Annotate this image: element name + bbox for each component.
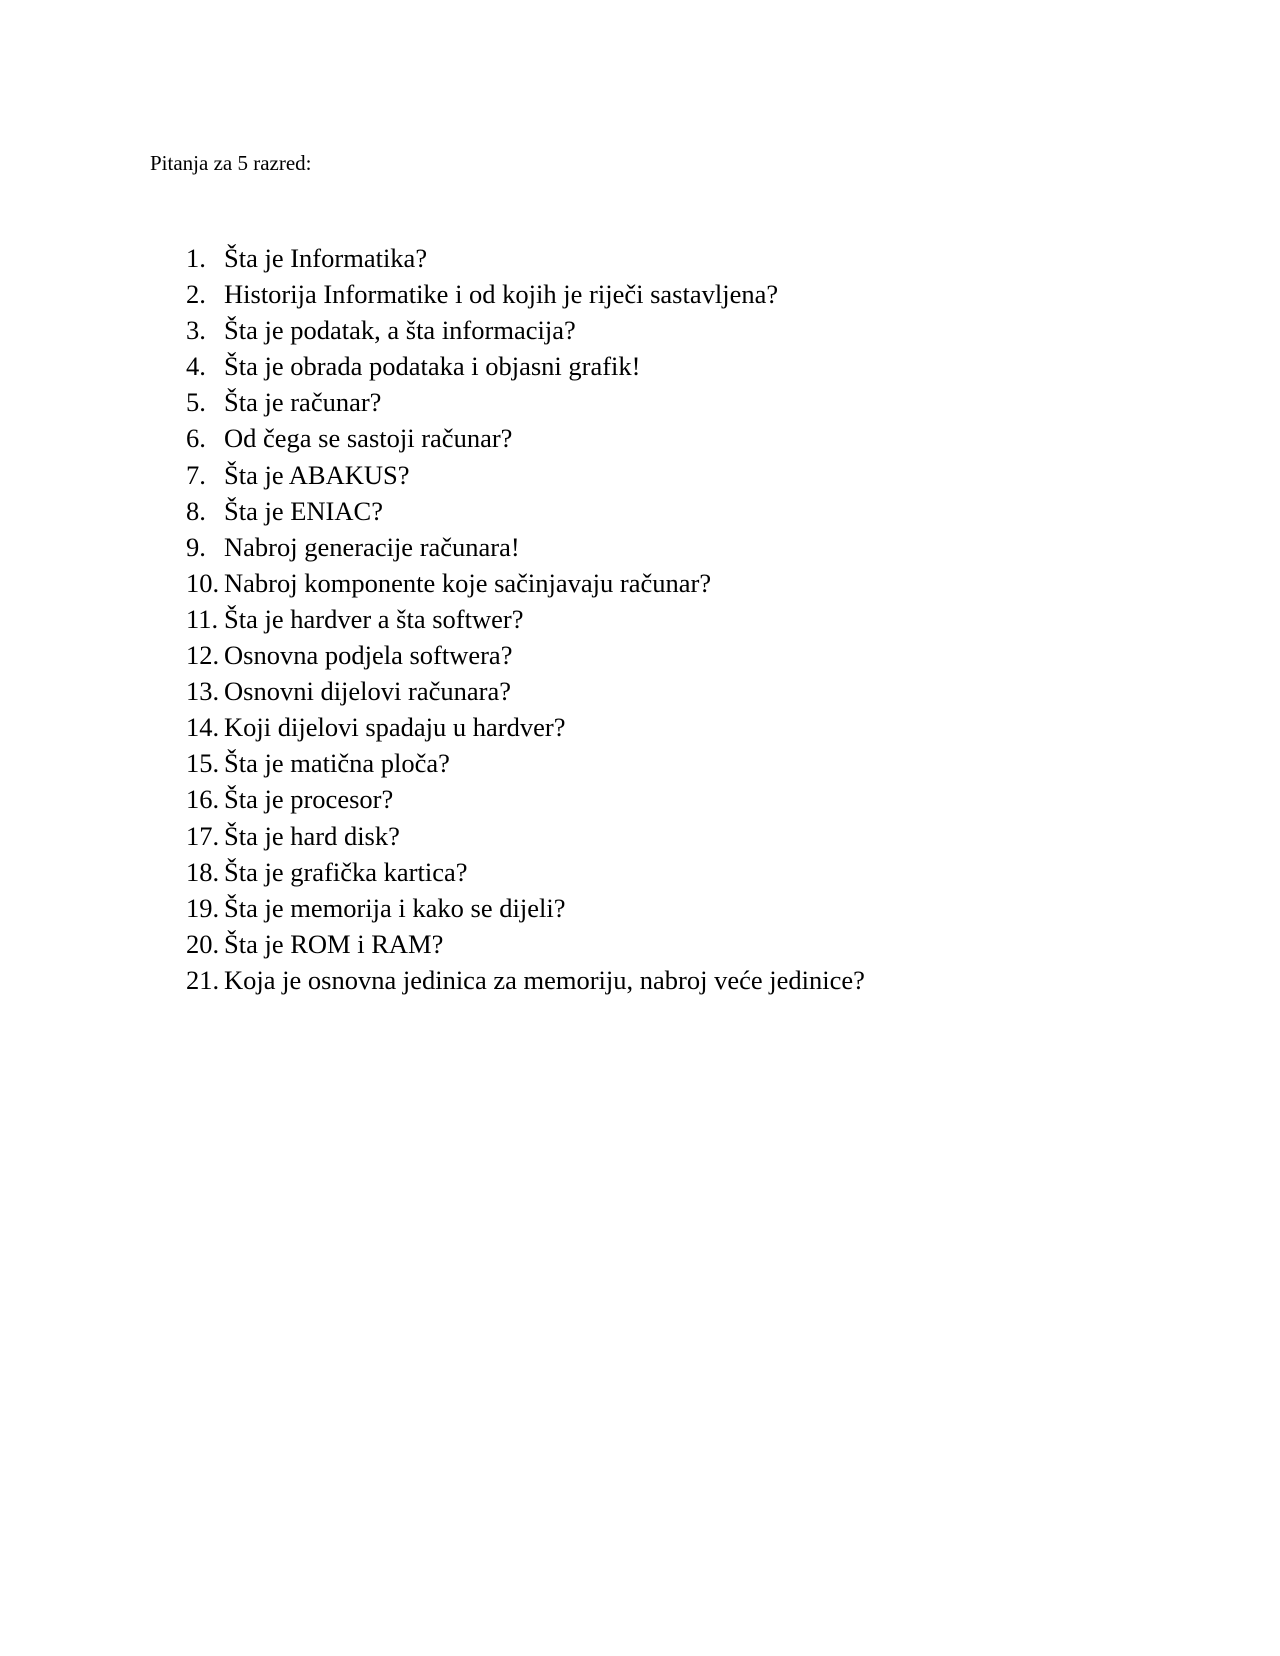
list-item-text: Historija Informatike i od kojih je riječi sastavljena?: [224, 279, 779, 310]
document-heading: Pitanja za 5 razred:: [150, 151, 312, 175]
list-item: [186, 854, 865, 890]
list-item: [186, 926, 865, 962]
list-item-text: Šta je hard disk?: [224, 820, 400, 851]
list-item-number: 21.: [186, 964, 220, 995]
list-item-text: Šta je procesor?: [224, 784, 394, 815]
list-item-text: Koji dijelovi spadaju u hardver?: [224, 712, 566, 743]
list-item-text: Nabroj komponente koje sačinjavaju računar?: [224, 567, 712, 598]
list-item-number: 18.: [186, 856, 220, 887]
list-item-number: 11.: [186, 603, 219, 634]
list-item: [186, 457, 865, 493]
list-item: [186, 890, 865, 926]
list-item-number: 10.: [186, 567, 220, 598]
list-item-text: Šta je podatak, a šta informacija?: [224, 315, 576, 346]
list-item-text: Šta je ROM i RAM?: [224, 928, 444, 959]
list-item-text: Šta je memorija i kako se dijeli?: [224, 892, 566, 923]
list-item-text: Šta je matična ploča?: [224, 748, 450, 779]
list-item: [186, 673, 865, 709]
list-item-number: 13.: [186, 676, 220, 707]
list-item: [186, 276, 865, 312]
list-item: [186, 745, 865, 781]
list-item: [186, 420, 865, 456]
list-item: [186, 962, 865, 998]
list-item-text: Šta je računar?: [224, 387, 382, 418]
list-item-number: 7.: [186, 459, 206, 490]
list-item: [186, 312, 865, 348]
list-item: [186, 240, 865, 276]
list-item-text: Šta je Informatika?: [224, 243, 428, 273]
list-item-number: 14.: [186, 712, 220, 743]
list-item-text: Šta je ENIAC?: [224, 495, 383, 526]
list-item-text: Osnovna podjela softwera?: [224, 640, 513, 671]
list-item: [186, 781, 865, 817]
list-item-text: Šta je ABAKUS?: [224, 459, 410, 490]
list-item-text: Osnovni dijelovi računara?: [224, 676, 511, 707]
list-item-number: 3.: [186, 315, 206, 346]
list-item-number: 17.: [186, 820, 220, 851]
question-list: [186, 240, 865, 998]
list-item: [186, 637, 865, 673]
list-item-number: 5.: [186, 387, 206, 418]
list-item: [186, 493, 865, 529]
list-item-text: Od čega se sastoji računar?: [224, 423, 513, 454]
list-item-number: 1.: [186, 243, 206, 273]
list-item-text: Šta je grafička kartica?: [224, 856, 468, 887]
list-item-number: 9.: [186, 531, 206, 562]
list-item: [186, 384, 865, 420]
list-item-text: Koja je osnovna jedinica za memoriju, nabroj veće jedinice?: [224, 964, 865, 995]
list-item: [186, 529, 865, 565]
list-item-number: 6.: [186, 423, 206, 454]
list-item-number: 19.: [186, 892, 220, 923]
list-item: [186, 565, 865, 601]
list-item-number: 2.: [186, 279, 206, 310]
list-item-number: 8.: [186, 495, 206, 526]
list-item-text: Nabroj generacije računara!: [224, 531, 520, 562]
list-item-text: Šta je hardver a šta softwer?: [224, 603, 524, 634]
list-item-number: 15.: [186, 748, 220, 779]
list-item: [186, 601, 865, 637]
list-item-text: Šta je obrada podataka i objasni grafik!: [224, 351, 641, 382]
list-item-number: 4.: [186, 351, 206, 382]
list-item: [186, 709, 865, 745]
list-item: [186, 818, 865, 854]
list-item-number: 16.: [186, 784, 220, 815]
list-item: [186, 348, 865, 384]
list-item-number: 12.: [186, 640, 220, 671]
list-item-number: 20.: [186, 928, 220, 959]
